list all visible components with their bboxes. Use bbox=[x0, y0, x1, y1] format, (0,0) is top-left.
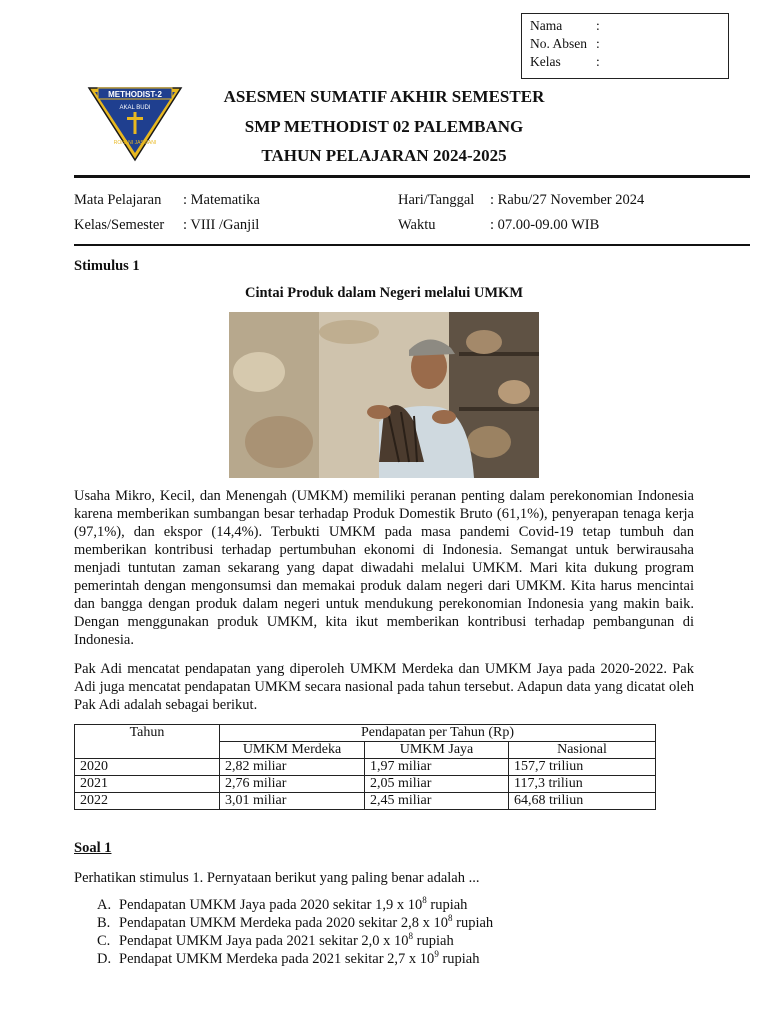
cell-jaya: 1,97 miliar bbox=[365, 759, 509, 776]
table-row bbox=[75, 759, 656, 776]
option-text: Pendapatan UMKM Merdeka pada 2020 sekitar 2,8 x 10 bbox=[119, 915, 448, 931]
cell-year: 2020 bbox=[75, 759, 220, 776]
header-nasional: Nasional bbox=[509, 742, 656, 759]
option-exponent: 8 bbox=[422, 895, 427, 906]
option-suffix: rupiah bbox=[413, 933, 454, 949]
absen-row bbox=[530, 36, 600, 52]
stimulus-heading: Stimulus 1 bbox=[74, 258, 140, 274]
info-divider bbox=[74, 244, 750, 246]
stimulus-paragraph-1: Usaha Mikro, Kecil, dan Menengah (UMKM) memiliki peranan penting dalam perekonomian Indonesia karena memberikan sumbangan besar terhadap Produk Domestik Bruto (61,1%), penyerapan tenaga kerja (97,1%), dan ekspor (14,4%). Terbukti UMKM pada masa pandemi Covid-19 tetap tumbuh dan memberikan kontribusi terhadap pertumbuhan ekonomi di Indonesia. Semangat untuk berwirausaha menjadi tuntutan zaman sekarang yang dapat diwadahi melalui UMKM. Mari kita dukung program pemerintah dengan mengonsumsi dan memakai produk dalam negeri dari UMKM. Kita harus mencintai dan bangga dengan produk dalam negeri untuk mendukung perekonomian Indonesia yang makin baik. Dengan menggunakan produk UMKM, kita ikut memberikan kontribusi terhadap pembangunan di Indonesia. bbox=[74, 488, 694, 648]
option-letter: C. bbox=[97, 933, 111, 949]
option-b[interactable] bbox=[97, 915, 493, 932]
option-text: Pendapat UMKM Merdeka pada 2021 sekitar 2,7 x 10 bbox=[119, 951, 435, 967]
absen-label: No. Absen bbox=[530, 36, 587, 51]
option-exponent: 8 bbox=[408, 931, 414, 942]
header-umkm-merdeka: UMKM Merdeka bbox=[220, 742, 365, 759]
class-value: : VIII /Ganjil bbox=[183, 217, 260, 233]
cell-year: 2022 bbox=[75, 793, 220, 810]
cell-nasional: 64,68 triliun bbox=[509, 793, 656, 810]
cell-year: 2021 bbox=[75, 776, 220, 793]
header-income-group: Pendapatan per Tahun (Rp) bbox=[220, 725, 656, 742]
option-suffix: rupiah bbox=[452, 915, 494, 931]
exam-title: ASESMEN SUMATIF AKHIR SEMESTER bbox=[223, 87, 545, 106]
cell-merdeka: 2,82 miliar bbox=[220, 759, 365, 776]
option-exponent: 8 bbox=[448, 913, 453, 924]
date-label: Hari/Tanggal bbox=[398, 192, 475, 208]
school-name: SMP METHODIST 02 PALEMBANG bbox=[244, 117, 524, 136]
header-year: Tahun bbox=[75, 725, 220, 759]
option-text: Pendapat UMKM Jaya pada 2021 sekitar 2,0 x 10 bbox=[119, 933, 409, 949]
kelas-label: Kelas bbox=[530, 54, 561, 69]
cell-jaya: 2,05 miliar bbox=[365, 776, 509, 793]
option-letter: B. bbox=[97, 915, 111, 931]
time-value: : 07.00-09.00 WIB bbox=[490, 217, 600, 233]
cell-merdeka: 2,76 miliar bbox=[220, 776, 365, 793]
name-label: Nama bbox=[530, 18, 563, 33]
stimulus-title: Cintai Produk dalam Negeri melalui UMKM bbox=[244, 285, 524, 301]
academic-year: TAHUN PELAJARAN 2024-2025 bbox=[261, 146, 507, 165]
income-table bbox=[74, 724, 656, 810]
kelas-colon: : bbox=[596, 54, 600, 69]
date-value: : Rabu/27 November 2024 bbox=[490, 192, 645, 208]
time-label: Waktu bbox=[398, 217, 436, 233]
logo-mid-text: AKAL BUDI bbox=[119, 105, 151, 111]
cell-jaya: 2,45 miliar bbox=[365, 793, 509, 810]
table-row bbox=[75, 793, 656, 810]
option-letter: A. bbox=[97, 897, 112, 913]
question-heading: Soal 1 bbox=[74, 840, 112, 856]
subject-value: : Matematika bbox=[183, 192, 260, 208]
logo-top-text: METHODIST-2 bbox=[108, 90, 162, 99]
logo-bottom-text: ROHANI JASMANI bbox=[113, 140, 157, 146]
option-suffix: rupiah bbox=[426, 897, 468, 913]
name-colon: : bbox=[596, 18, 600, 33]
stimulus-paragraph-2: Pak Adi mencatat pendapatan yang diperoleh UMKM Merdeka dan UMKM Jaya pada 2020-2022. Pak Adi juga mencatat pendapatan UMKM secara nasional pada tahun tersebut. Adapun data yang dicatat oleh Pak Adi adalah sebagai berikut. bbox=[74, 661, 694, 713]
logo-cross-icon bbox=[134, 112, 137, 134]
cell-nasional: 117,3 triliun bbox=[509, 776, 656, 793]
option-exponent: 9 bbox=[434, 949, 439, 960]
option-text: Pendapatan UMKM Jaya pada 2020 sekitar 1,9 x 10 bbox=[119, 897, 423, 913]
option-a[interactable] bbox=[97, 897, 467, 914]
header-umkm-jaya: UMKM Jaya bbox=[365, 742, 509, 759]
class-row bbox=[530, 54, 600, 70]
absen-colon: : bbox=[596, 36, 600, 51]
cell-merdeka: 3,01 miliar bbox=[220, 793, 365, 810]
table-row bbox=[75, 776, 656, 793]
student-identity-box bbox=[521, 13, 729, 79]
option-d[interactable] bbox=[97, 951, 479, 968]
cell-nasional: 157,7 triliun bbox=[509, 759, 656, 776]
question-prompt: Perhatikan stimulus 1. Pernyataan berikut yang paling benar adalah ... bbox=[74, 870, 480, 886]
option-suffix: rupiah bbox=[438, 951, 480, 967]
subject-label: Mata Pelajaran bbox=[74, 192, 162, 208]
class-label: Kelas/Semester bbox=[74, 217, 165, 233]
table-header-row bbox=[75, 725, 656, 742]
name-row bbox=[530, 18, 600, 34]
umkm-shop-photo bbox=[229, 312, 539, 478]
option-c[interactable] bbox=[97, 933, 454, 950]
header-divider bbox=[74, 175, 750, 178]
option-letter: D. bbox=[97, 951, 112, 967]
